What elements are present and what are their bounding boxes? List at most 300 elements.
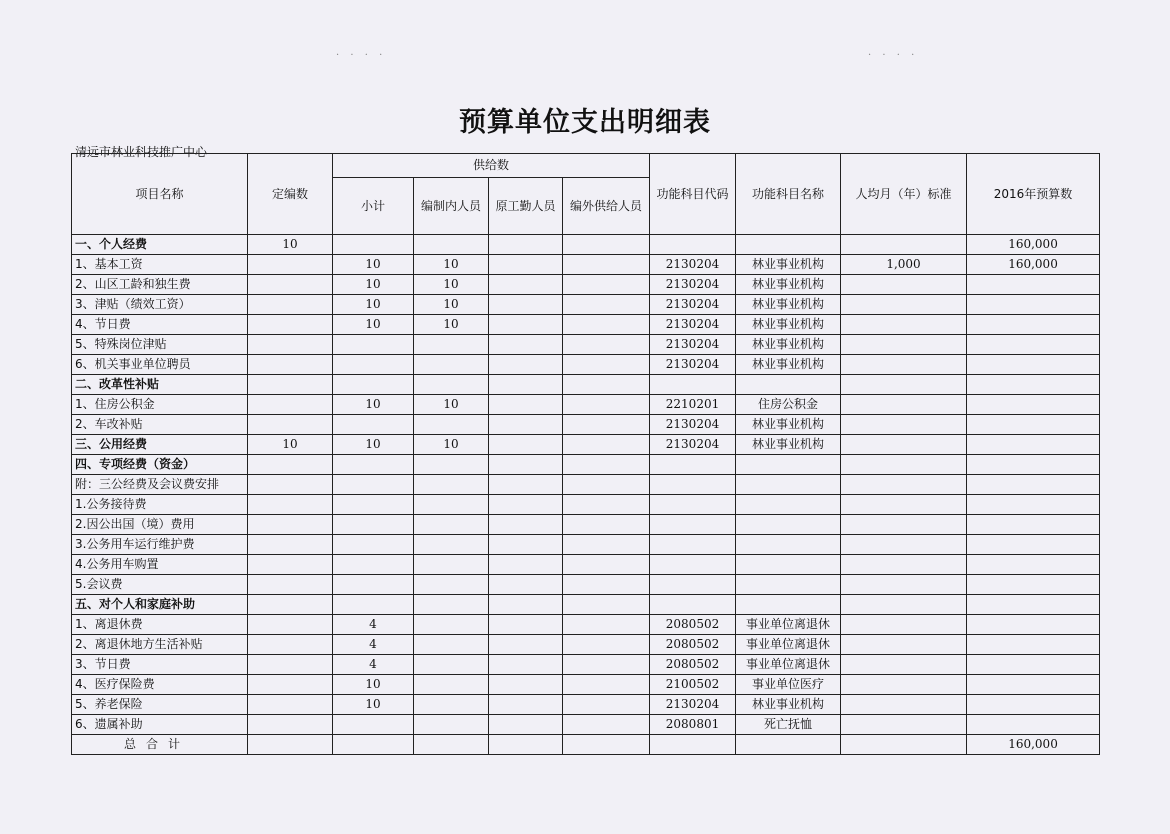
original-workers-cell (489, 495, 563, 515)
out-staff-cell (563, 395, 650, 415)
func-name-cell: 住房公积金 (736, 395, 841, 415)
original-workers-cell (489, 355, 563, 375)
per-capita-cell (841, 335, 967, 355)
budget-cell (967, 575, 1100, 595)
staff-quota-cell (248, 275, 333, 295)
budget-cell (967, 435, 1100, 455)
out-staff-cell (563, 715, 650, 735)
out-staff-cell (563, 415, 650, 435)
header-item-name: 项目名称 (72, 154, 248, 235)
header-in-staff: 编制内人员 (414, 178, 489, 235)
func-name-cell: 事业单位离退休 (736, 655, 841, 675)
original-workers-cell (489, 675, 563, 695)
func-code-cell: 2130204 (650, 255, 736, 275)
header-supply-group: 供给数 (333, 154, 650, 178)
staff-quota-cell (248, 655, 333, 675)
header-original-workers: 原工勤人员 (489, 178, 563, 235)
out-staff-cell (563, 555, 650, 575)
budget-cell: 160,000 (967, 235, 1100, 255)
func-name-cell: 林业事业机构 (736, 435, 841, 455)
staff-quota-cell (248, 735, 333, 755)
total-row (72, 735, 1100, 755)
table-row (72, 275, 1100, 295)
func-code-cell: 2130204 (650, 275, 736, 295)
per-capita-cell (841, 355, 967, 375)
subtotal-cell: 10 (333, 275, 414, 295)
original-workers-cell (489, 375, 563, 395)
original-workers-cell (489, 655, 563, 675)
budget-cell (967, 715, 1100, 735)
budget-cell (967, 295, 1100, 315)
row-name-cell: 5、特殊岗位津贴 (72, 335, 248, 355)
func-code-cell (650, 495, 736, 515)
per-capita-cell (841, 575, 967, 595)
func-code-cell (650, 455, 736, 475)
func-code-cell: 2130204 (650, 695, 736, 715)
original-workers-cell (489, 555, 563, 575)
header-func-name: 功能科目名称 (736, 154, 841, 235)
original-workers-cell (489, 275, 563, 295)
row-name-cell: 5.会议费 (72, 575, 248, 595)
out-staff-cell (563, 615, 650, 635)
original-workers-cell (489, 715, 563, 735)
table-row (72, 615, 1100, 635)
subtotal-cell: 4 (333, 615, 414, 635)
func-code-cell (650, 595, 736, 615)
row-name-cell: 2.因公出国（境）费用 (72, 515, 248, 535)
table-row (72, 375, 1100, 395)
func-code-cell: 2080502 (650, 655, 736, 675)
row-name-cell: 四、专项经费（资金） (72, 455, 248, 475)
func-code-cell (650, 235, 736, 255)
table-row (72, 255, 1100, 275)
table-row (72, 695, 1100, 715)
per-capita-cell (841, 295, 967, 315)
per-capita-cell (841, 595, 967, 615)
func-code-cell (650, 555, 736, 575)
budget-cell (967, 555, 1100, 575)
table-row (72, 555, 1100, 575)
out-staff-cell (563, 255, 650, 275)
budget-cell (967, 335, 1100, 355)
budget-cell (967, 495, 1100, 515)
out-staff-cell (563, 595, 650, 615)
row-name-cell: 4.公务用车购置 (72, 555, 248, 575)
out-staff-cell (563, 635, 650, 655)
staff-quota-cell (248, 535, 333, 555)
func-code-cell: 2130204 (650, 295, 736, 315)
per-capita-cell (841, 635, 967, 655)
original-workers-cell (489, 595, 563, 615)
in-staff-cell (414, 735, 489, 755)
original-workers-cell (489, 295, 563, 315)
out-staff-cell (563, 295, 650, 315)
per-capita-cell (841, 615, 967, 635)
per-capita-cell (841, 495, 967, 515)
staff-quota-cell: 10 (248, 235, 333, 255)
subtotal-cell: 10 (333, 695, 414, 715)
budget-cell (967, 395, 1100, 415)
per-capita-cell (841, 535, 967, 555)
func-code-cell: 2130204 (650, 415, 736, 435)
per-capita-cell (841, 235, 967, 255)
original-workers-cell (489, 635, 563, 655)
func-name-cell (736, 535, 841, 555)
func-name-cell: 林业事业机构 (736, 415, 841, 435)
subtotal-cell (333, 335, 414, 355)
subtotal-cell (333, 715, 414, 735)
func-name-cell: 死亡抚恤 (736, 715, 841, 735)
subtotal-cell: 10 (333, 295, 414, 315)
out-staff-cell (563, 535, 650, 555)
budget-cell (967, 695, 1100, 715)
row-name-cell: 4、节日费 (72, 315, 248, 335)
table-row (72, 715, 1100, 735)
out-staff-cell (563, 335, 650, 355)
func-name-cell (736, 475, 841, 495)
func-code-cell (650, 735, 736, 755)
row-name-cell: 五、对个人和家庭补助 (72, 595, 248, 615)
func-code-cell (650, 375, 736, 395)
in-staff-cell (414, 535, 489, 555)
in-staff-cell (414, 715, 489, 735)
staff-quota-cell (248, 395, 333, 415)
row-name-cell: 三、公用经费 (72, 435, 248, 455)
subtotal-cell (333, 235, 414, 255)
budget-cell (967, 635, 1100, 655)
table-row (72, 535, 1100, 555)
in-staff-cell (414, 475, 489, 495)
row-name-cell: 2、离退休地方生活补贴 (72, 635, 248, 655)
staff-quota-cell (248, 375, 333, 395)
row-name-cell: 1.公务接待费 (72, 495, 248, 515)
original-workers-cell (489, 395, 563, 415)
func-name-cell: 林业事业机构 (736, 335, 841, 355)
staff-quota-cell (248, 335, 333, 355)
table-row (72, 635, 1100, 655)
staff-quota-cell (248, 415, 333, 435)
row-name-cell: 2、车改补贴 (72, 415, 248, 435)
func-name-cell: 林业事业机构 (736, 355, 841, 375)
out-staff-cell (563, 735, 650, 755)
staff-quota-cell (248, 495, 333, 515)
staff-quota-cell (248, 475, 333, 495)
original-workers-cell (489, 475, 563, 495)
original-workers-cell (489, 735, 563, 755)
row-name-cell: 3、津贴（绩效工资） (72, 295, 248, 315)
out-staff-cell (563, 575, 650, 595)
func-code-cell: 2130204 (650, 355, 736, 375)
subtotal-cell: 4 (333, 655, 414, 675)
in-staff-cell (414, 415, 489, 435)
staff-quota-cell (248, 295, 333, 315)
table-row (72, 415, 1100, 435)
out-staff-cell (563, 435, 650, 455)
budget-cell (967, 535, 1100, 555)
budget-cell: 160,000 (967, 735, 1100, 755)
func-code-cell: 2080502 (650, 635, 736, 655)
table-row (72, 435, 1100, 455)
original-workers-cell (489, 695, 563, 715)
in-staff-cell: 10 (414, 255, 489, 275)
original-workers-cell (489, 455, 563, 475)
subtotal-cell (333, 475, 414, 495)
out-staff-cell (563, 655, 650, 675)
subtotal-cell (333, 555, 414, 575)
original-workers-cell (489, 575, 563, 595)
per-capita-cell (841, 655, 967, 675)
budget-cell: 160,000 (967, 255, 1100, 275)
subtotal-cell (333, 515, 414, 535)
per-capita-cell (841, 395, 967, 415)
func-name-cell: 林业事业机构 (736, 695, 841, 715)
row-name-cell: 2、山区工龄和独生费 (72, 275, 248, 295)
in-staff-cell (414, 695, 489, 715)
in-staff-cell (414, 495, 489, 515)
staff-quota-cell (248, 455, 333, 475)
budget-cell (967, 515, 1100, 535)
original-workers-cell (489, 435, 563, 455)
func-name-cell (736, 495, 841, 515)
func-name-cell (736, 555, 841, 575)
in-staff-cell (414, 635, 489, 655)
func-code-cell: 2100502 (650, 675, 736, 695)
table-row (72, 455, 1100, 475)
staff-quota-cell (248, 595, 333, 615)
original-workers-cell (489, 255, 563, 275)
budget-cell (967, 675, 1100, 695)
per-capita-cell (841, 715, 967, 735)
row-name-cell: 附：三公经费及会议费安排 (72, 475, 248, 495)
budget-cell (967, 615, 1100, 635)
out-staff-cell (563, 275, 650, 295)
header-budget-2016: 2016年预算数 (967, 154, 1100, 235)
in-staff-cell (414, 515, 489, 535)
budget-cell (967, 595, 1100, 615)
subtotal-cell (333, 415, 414, 435)
table-header (72, 154, 1100, 235)
per-capita-cell (841, 375, 967, 395)
subtotal-cell (333, 595, 414, 615)
staff-quota-cell (248, 255, 333, 275)
out-staff-cell (563, 675, 650, 695)
table-row (72, 575, 1100, 595)
func-name-cell: 林业事业机构 (736, 315, 841, 335)
row-name-cell: 4、医疗保险费 (72, 675, 248, 695)
in-staff-cell: 10 (414, 315, 489, 335)
in-staff-cell (414, 675, 489, 695)
subtotal-cell (333, 455, 414, 475)
func-code-cell (650, 475, 736, 495)
in-staff-cell (414, 235, 489, 255)
subtotal-cell (333, 575, 414, 595)
subtotal-cell (333, 495, 414, 515)
in-staff-cell (414, 555, 489, 575)
subtotal-cell: 10 (333, 255, 414, 275)
func-code-cell: 2210201 (650, 395, 736, 415)
per-capita-cell (841, 735, 967, 755)
table-body (72, 235, 1100, 755)
subtotal-cell (333, 375, 414, 395)
func-code-cell (650, 535, 736, 555)
in-staff-cell (414, 575, 489, 595)
original-workers-cell (489, 515, 563, 535)
subtotal-cell (333, 735, 414, 755)
in-staff-cell: 10 (414, 275, 489, 295)
func-name-cell (736, 235, 841, 255)
scan-mark: · · · · (336, 50, 387, 61)
subtotal-cell: 10 (333, 435, 414, 455)
staff-quota-cell (248, 355, 333, 375)
row-name-cell: 3.公务用车运行维护费 (72, 535, 248, 555)
original-workers-cell (489, 335, 563, 355)
func-code-cell: 2130204 (650, 435, 736, 455)
staff-quota-cell (248, 575, 333, 595)
func-code-cell (650, 515, 736, 535)
per-capita-cell (841, 435, 967, 455)
out-staff-cell (563, 455, 650, 475)
per-capita-cell (841, 675, 967, 695)
staff-quota-cell (248, 615, 333, 635)
table-row (72, 235, 1100, 255)
row-name-cell: 1、基本工资 (72, 255, 248, 275)
header-subtotal: 小计 (333, 178, 414, 235)
staff-quota-cell: 10 (248, 435, 333, 455)
func-name-cell: 事业单位离退休 (736, 635, 841, 655)
original-workers-cell (489, 235, 563, 255)
in-staff-cell (414, 595, 489, 615)
table-row (72, 675, 1100, 695)
budget-cell (967, 415, 1100, 435)
per-capita-cell (841, 275, 967, 295)
out-staff-cell (563, 315, 650, 335)
func-name-cell (736, 455, 841, 475)
subtotal-cell (333, 535, 414, 555)
table-row (72, 395, 1100, 415)
func-name-cell: 事业单位医疗 (736, 675, 841, 695)
row-name-cell: 6、机关事业单位聘员 (72, 355, 248, 375)
row-name-cell: 一、个人经费 (72, 235, 248, 255)
per-capita-cell (841, 315, 967, 335)
in-staff-cell: 10 (414, 435, 489, 455)
per-capita-cell (841, 555, 967, 575)
unit-name: 清远市林业科技推广中心 (75, 145, 208, 159)
original-workers-cell (489, 615, 563, 635)
out-staff-cell (563, 695, 650, 715)
per-capita-cell: 1,000 (841, 255, 967, 275)
per-capita-cell (841, 475, 967, 495)
in-staff-cell (414, 655, 489, 675)
budget-cell (967, 275, 1100, 295)
staff-quota-cell (248, 695, 333, 715)
table-row (72, 355, 1100, 375)
table-row (72, 655, 1100, 675)
out-staff-cell (563, 515, 650, 535)
staff-quota-cell (248, 555, 333, 575)
staff-quota-cell (248, 715, 333, 735)
subtotal-cell: 10 (333, 315, 414, 335)
in-staff-cell (414, 375, 489, 395)
staff-quota-cell (248, 515, 333, 535)
budget-table (71, 153, 1100, 755)
in-staff-cell: 10 (414, 395, 489, 415)
original-workers-cell (489, 315, 563, 335)
func-name-cell (736, 575, 841, 595)
per-capita-cell (841, 695, 967, 715)
subtotal-cell: 4 (333, 635, 414, 655)
budget-cell (967, 655, 1100, 675)
budget-cell (967, 375, 1100, 395)
row-name-cell: 二、改革性补贴 (72, 375, 248, 395)
func-code-cell: 2080502 (650, 615, 736, 635)
func-name-cell (736, 595, 841, 615)
row-name-cell: 总合计 (72, 735, 248, 755)
out-staff-cell (563, 375, 650, 395)
func-code-cell: 2130204 (650, 335, 736, 355)
func-code-cell: 2130204 (650, 315, 736, 335)
in-staff-cell (414, 355, 489, 375)
out-staff-cell (563, 495, 650, 515)
staff-quota-cell (248, 315, 333, 335)
func-name-cell: 林业事业机构 (736, 275, 841, 295)
row-name-cell: 3、节日费 (72, 655, 248, 675)
budget-cell (967, 475, 1100, 495)
func-name-cell (736, 515, 841, 535)
table-row (72, 315, 1100, 335)
table-row (72, 475, 1100, 495)
header-func-code: 功能科目代码 (650, 154, 736, 235)
per-capita-cell (841, 455, 967, 475)
per-capita-cell (841, 415, 967, 435)
subtotal-cell: 10 (333, 395, 414, 415)
in-staff-cell (414, 335, 489, 355)
row-name-cell: 5、养老保险 (72, 695, 248, 715)
staff-quota-cell (248, 675, 333, 695)
header-out-staff: 编外供给人员 (563, 178, 650, 235)
original-workers-cell (489, 535, 563, 555)
header-per-capita: 人均月（年）标准 (841, 154, 967, 235)
row-name-cell: 6、遗属补助 (72, 715, 248, 735)
out-staff-cell (563, 235, 650, 255)
row-name-cell: 1、住房公积金 (72, 395, 248, 415)
budget-cell (967, 455, 1100, 475)
in-staff-cell: 10 (414, 295, 489, 315)
out-staff-cell (563, 475, 650, 495)
in-staff-cell (414, 615, 489, 635)
table-row (72, 595, 1100, 615)
func-name-cell (736, 375, 841, 395)
row-name-cell: 1、离退休费 (72, 615, 248, 635)
table-row (72, 495, 1100, 515)
func-name-cell: 林业事业机构 (736, 255, 841, 275)
func-code-cell (650, 575, 736, 595)
subtotal-cell: 10 (333, 675, 414, 695)
subtotal-cell (333, 355, 414, 375)
func-code-cell: 2080801 (650, 715, 736, 735)
func-name-cell: 事业单位离退休 (736, 615, 841, 635)
func-name-cell (736, 735, 841, 755)
table-row (72, 335, 1100, 355)
original-workers-cell (489, 415, 563, 435)
scan-mark: · · · · (868, 50, 919, 61)
table-row (72, 295, 1100, 315)
table-row (72, 515, 1100, 535)
staff-quota-cell (248, 635, 333, 655)
func-name-cell: 林业事业机构 (736, 295, 841, 315)
out-staff-cell (563, 355, 650, 375)
per-capita-cell (841, 515, 967, 535)
in-staff-cell (414, 455, 489, 475)
